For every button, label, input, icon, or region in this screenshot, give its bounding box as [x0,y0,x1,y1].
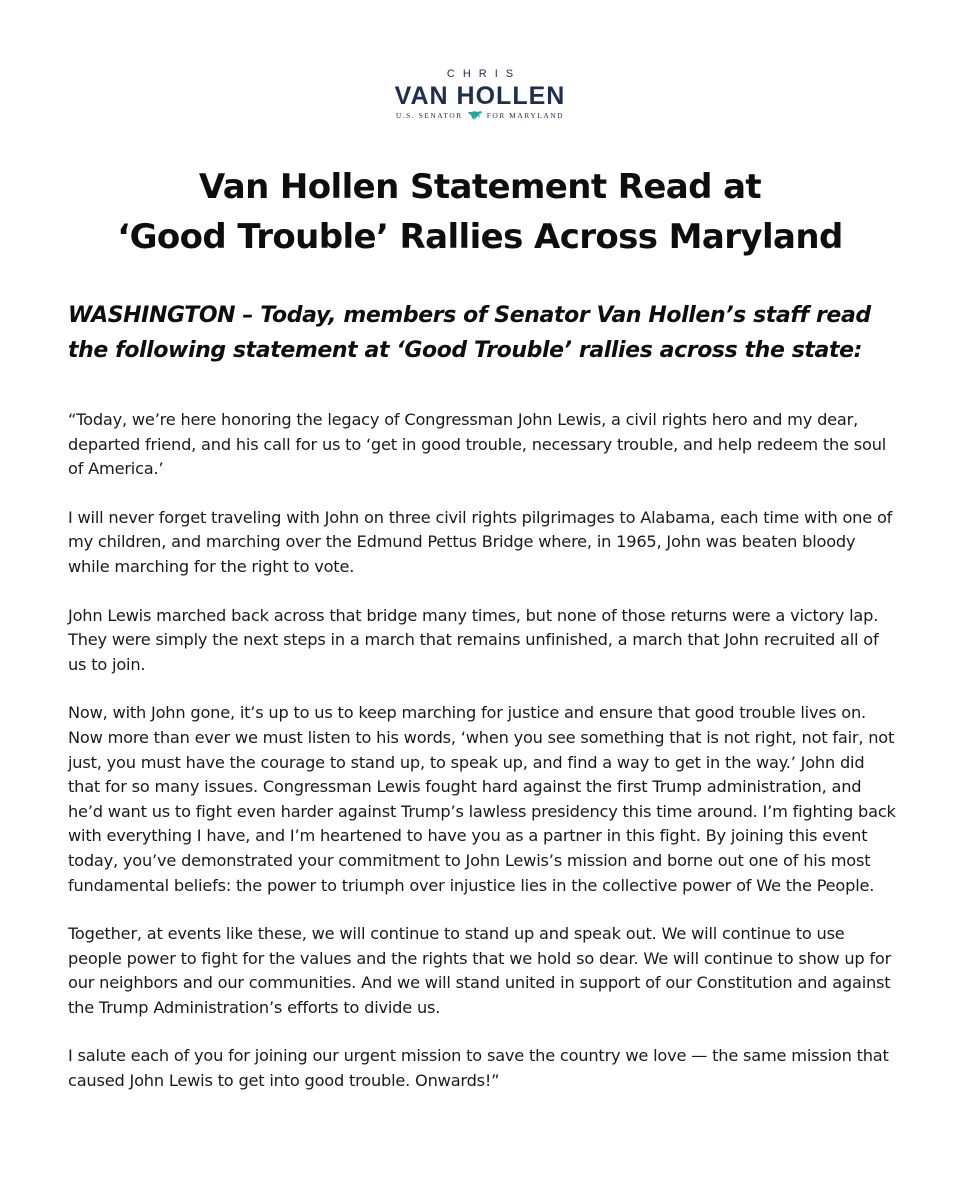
logo-tagline [0,110,960,121]
statement-paragraph: John Lewis marched back across that bridge many times, but none of those returns were a victory lap. They were simply the next steps in a march that remains unfinished, a march that John recruited all of us to join. [68,605,879,674]
statement-paragraph: Now, with John gone, it’s up to us to keep marching for justice and ensure that good trouble lives on. Now more than ever we must listen to his words, ‘when you see something that is not right, not fair, not just, you must have the courage to stand up, to speak up, and find a way to get in the way.’ John did that for so many issues. Congressman Lewis fought hard against the first Trump administration, and he’d want us to fight even harder against Trump’s lawless presidency this time around. I’m fighting back with everything I have, and I’m heartened to have you as a partner in this fight. By joining this event today, you’ve demonstrated your commitment to John Lewis’s mission and borne out one of his most fundamental beliefs: the power to triumph over injustice lies in the collective power of We the People. [68,703,896,895]
statement-paragraph: I will never forget traveling with John on three civil rights pilgrimages to Alabama, each time with one of my children, and marching over the Edmund Pettus Bridge where, in 1965, John was beaten bloody while marching for the right to vote. [68,507,893,576]
headline-line-2: ‘Good Trouble’ Rallies Across Maryland [117,217,843,257]
logo-first-name: CHRIS [446,68,522,80]
statement-body [68,408,898,1118]
statement-paragraph: “Today, we’re here honoring the legacy of Congressman John Lewis, a civil rights hero and my dear, departed friend, and his call for us to ‘get in good trouble, necessary trouble, and help redeem the soul of America.’ [68,410,887,479]
logo-tagline-left: U.S. SENATOR [395,110,463,120]
logo-tagline-right: FOR MARYLAND [486,110,565,120]
statement-paragraph: Together, at events like these, we will continue to stand up and speak out. We will continue to use people power to fight for the values and the rights that we hold so dear. We will continue to show up for our neighbors and our communities. And we will stand united in support of our Constitution and against the Trump Administration’s efforts to divide us. [68,924,892,1017]
dateline: WASHINGTON – Today, members of Senator Van Hollen’s staff read the following statement at ‘Good Trouble’ rallies across the state: [68,303,871,363]
headline [0,162,960,262]
senator-logo [0,68,960,121]
maryland-state-icon [468,110,482,121]
logo-last-name: VAN HOLLEN [394,82,566,110]
statement-paragraph: I salute each of you for joining our urgent mission to save the country we love — the same mission that caused John Lewis to get into good trouble. Onwards!” [68,1046,889,1091]
headline-line-1: Van Hollen Statement Read at [198,167,762,207]
